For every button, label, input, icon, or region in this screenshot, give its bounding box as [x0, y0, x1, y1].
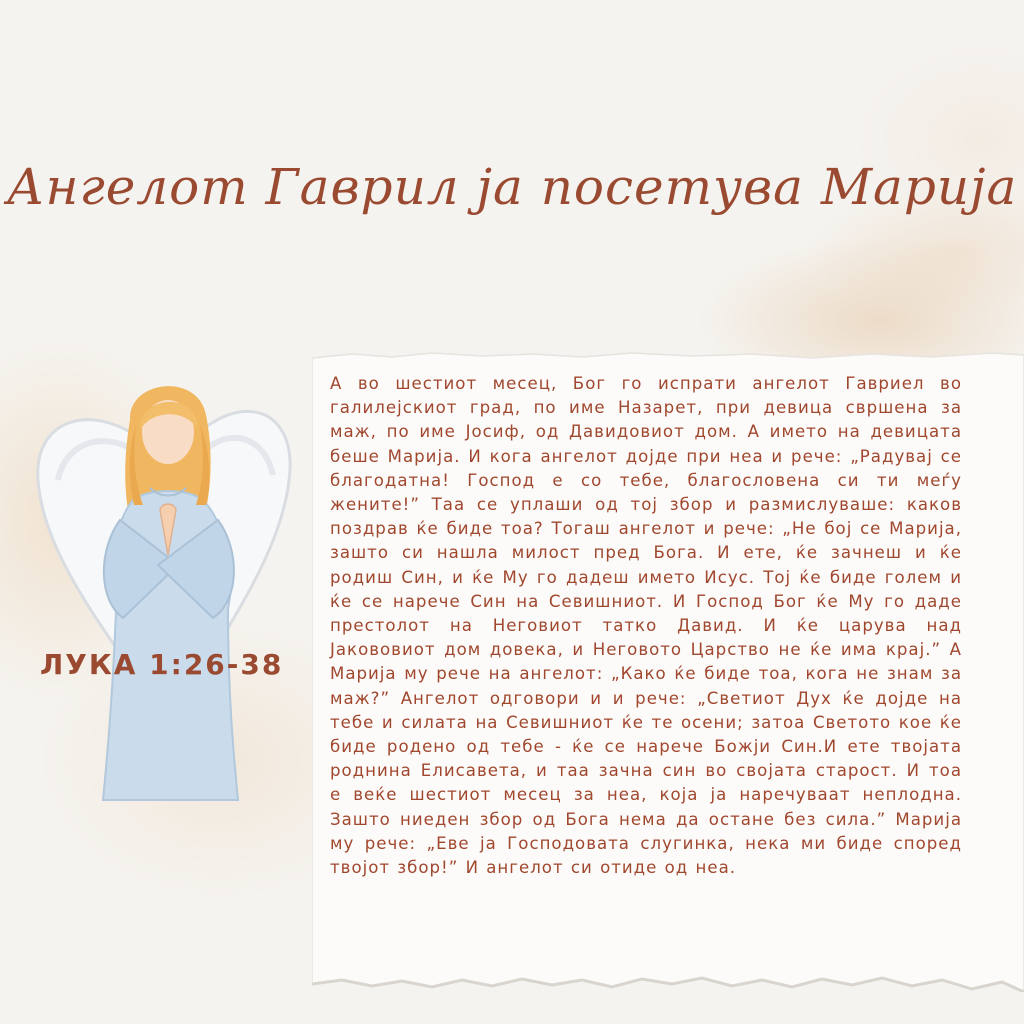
angel-icon: [28, 360, 318, 810]
scripture-passage: А во шестиот месец, Бог го испрати ангелот Гавриел во галилејскиот град, по име Назарет, при девица свршена за маж, по име Јосиф, од Давидовиот дом. А името на девицата беше Марија. И кога ангелот дојде при неа и рече: „Радувај се благодатна! Господ е со тебе, благословена си ти меѓу жените!” Таа се уплаши од тој збор и размислуваше: каков поздрав ќе биде тоа? Тогаш ангелот и рече: „Не бој се Марија, зашто си нашла милост пред Бога. И ете, ќе зачнеш и ќе родиш Син, и ќе Му го дадеш името Исус. Тој ќе биде голем и ќе се нарече Син на Севишниот. И Господ Бог ќе Му го даде престолот на Неговиот татко Давид. И ќе царува над Јакововиот дом довека, и Неговото Царство не ќе има крај.” А Марија му рече на ангелот: „Како ќе биде тоа, кога не знам за маж?” Ангелот одговори и и рече: „Светиот Дух ќе дојде на тебе и силата на Севишниот ќе те осени; затоа Светото кое ќе биде родено од тебе - ќе се нарече Божји Син.И ете твојата роднина Елисавета, и таа зачна син во својата старост. И тоа е веќе шестиот месец за неа, која ја наречуваат неплодна. Зашто ниеден збор од Бога нема да остане без сила.” Марија му рече: „Еве ја Господовата слугинка, нека ми биде според твојот збор!” И ангелот си отиде од неа.: [330, 374, 962, 878]
torn-paper-card: [312, 352, 1024, 992]
scripture-reference: ЛУКА 1:26-38: [40, 648, 284, 681]
page-title: Ангелот Гаврил ја посетува Марија: [6, 158, 1018, 216]
